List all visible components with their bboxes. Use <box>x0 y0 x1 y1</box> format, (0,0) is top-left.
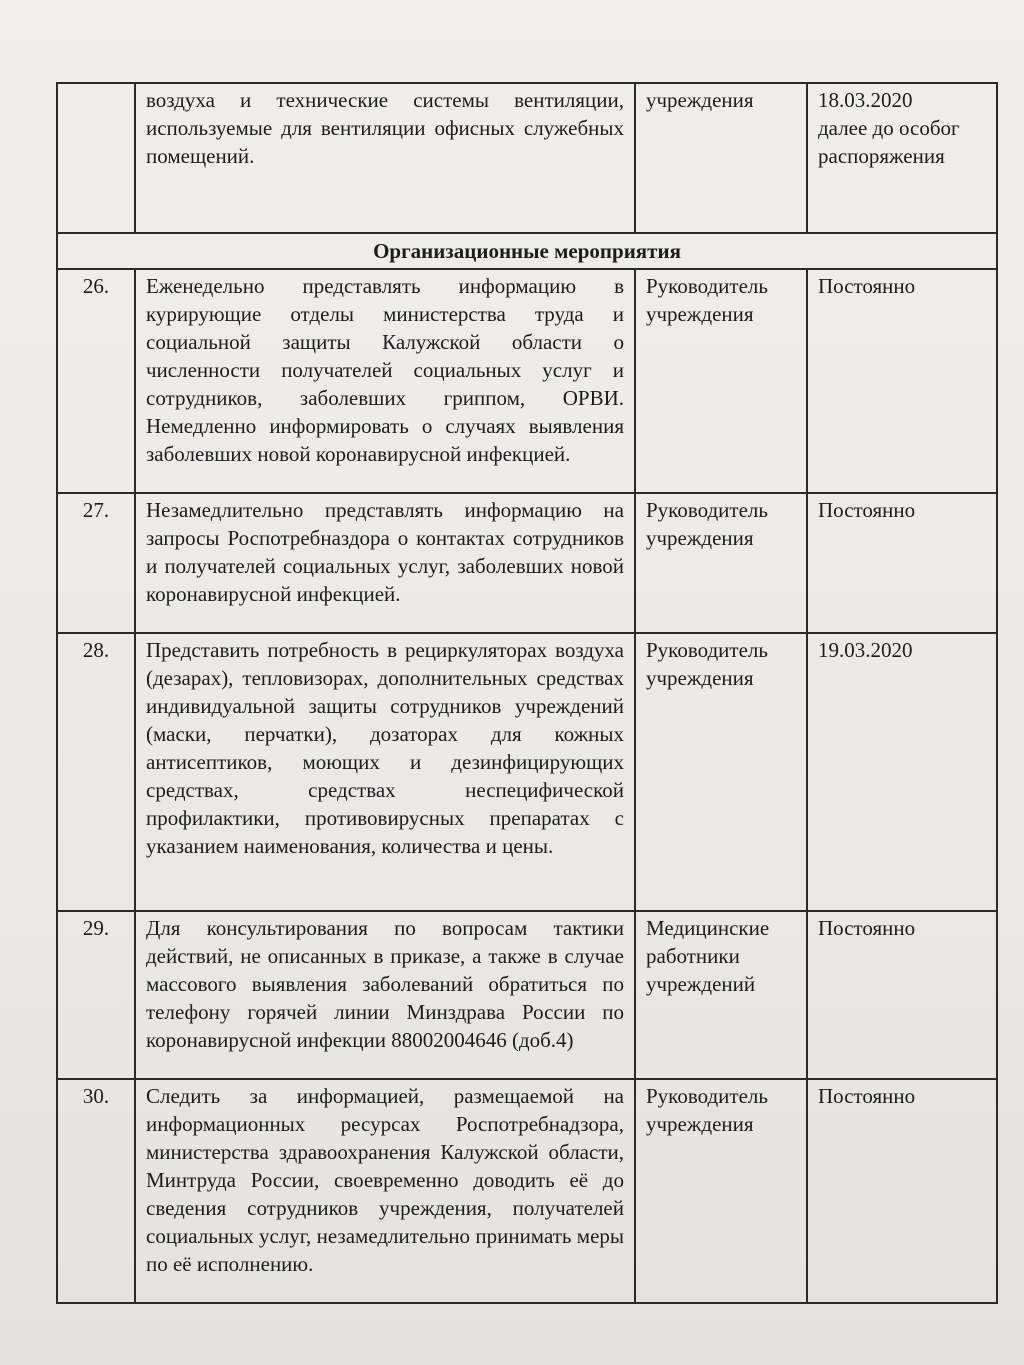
table-row <box>57 269 997 493</box>
row-term <box>807 83 997 233</box>
table-row <box>57 633 997 911</box>
row-term: Постоянно <box>807 1079 997 1303</box>
section-title: Организационные мероприятия <box>57 233 997 269</box>
row-number: 27. <box>57 493 135 633</box>
row-responsible: Руководитель учреждения <box>635 1079 807 1303</box>
row-number: 30. <box>57 1079 135 1303</box>
row-number <box>57 83 135 233</box>
row-responsible: Руководитель учреждения <box>635 633 807 911</box>
measures-table <box>56 82 998 1304</box>
row-text: Следить за информацией, размещаемой на информационных ресурсах Роспотребнадзора, министерства здравоохранения Калужской области, Минтруда России, своевременно доводить её до сведения сотрудников учреждения, получателей социальных услуг, незамедлительно принимать меры по её исполнению. <box>135 1079 635 1303</box>
row-number: 26. <box>57 269 135 493</box>
row-term: Постоянно <box>807 269 997 493</box>
row-text: Незамедлительно представлять информацию на запросы Роспотребназдора о контактах сотрудников и получателей социальных услуг, заболевших новой коронавирусной инфекцией. <box>135 493 635 633</box>
row-responsible: Медицинские работники учреждений <box>635 911 807 1079</box>
row-responsible: Руководитель учреждения <box>635 493 807 633</box>
section-header-row <box>57 233 997 269</box>
term-date: 18.03.2020 <box>818 88 913 112</box>
row-number: 29. <box>57 911 135 1079</box>
row-text: Представить потребность в рециркуляторах воздуха (дезарах), тепловизорах, дополнительных средствах индивидуальной защиты сотрудников учреждений (маски, перчатки), дозаторах для кожных антисептиков, моющих и дезинфицирующих средствах, средствах неспецифической профилактики, противовирусных препаратах с указанием наименования, количества и цены. <box>135 633 635 911</box>
term-line-3: распоряжения <box>818 144 945 168</box>
row-term: 19.03.2020 <box>807 633 997 911</box>
row-term: Постоянно <box>807 493 997 633</box>
table-row <box>57 493 997 633</box>
row-responsible: Руководитель учреждения <box>635 269 807 493</box>
row-term: Постоянно <box>807 911 997 1079</box>
row-text: Для консультирования по вопросам тактики действий, не описанных в приказе, а также в случае массового выявления заболеваний обратиться по телефону горячей линии Минздрава России по коронавирусной инфекции 88002004646 (доб.4) <box>135 911 635 1079</box>
row-number: 28. <box>57 633 135 911</box>
table-row <box>57 1079 997 1303</box>
table-row <box>57 911 997 1079</box>
term-line-2: далее до особог <box>818 116 960 140</box>
row-responsible: учреждения <box>635 83 807 233</box>
row-text: воздуха и технические системы вентиляции, используемые для вентиляции офисных служебных помещений. <box>135 83 635 233</box>
row-text: Еженедельно представлять информацию в курирующие отделы министерства труда и социальной защиты Калужской области о численности получателей социальных услуг и сотрудников, заболевших гриппом, ОРВИ. Немедленно информировать о случаях выявления заболевших новой коронавирусной инфекцией. <box>135 269 635 493</box>
table-row-continued <box>57 83 997 233</box>
